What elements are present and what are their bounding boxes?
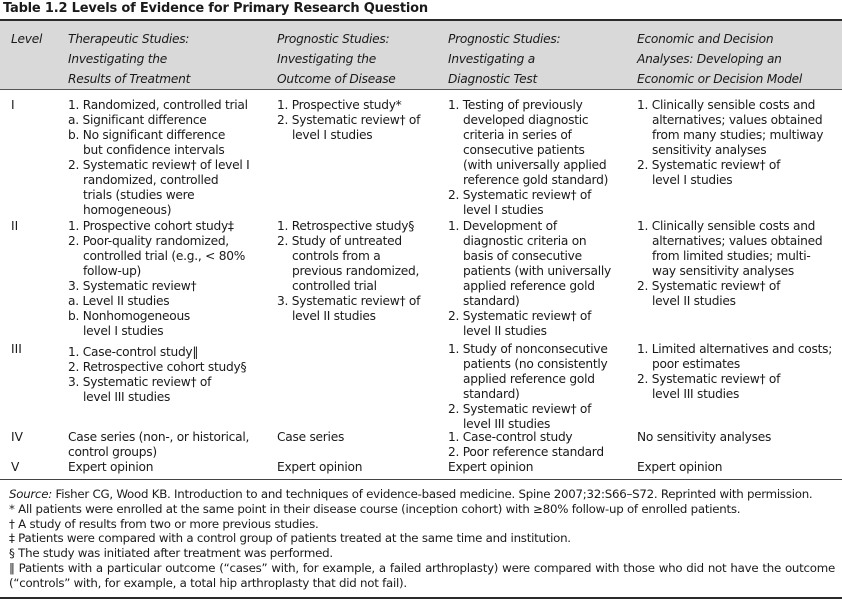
cell-prognostic-diagnostic — [448, 342, 608, 432]
cell-line: from many studies; multiway — [652, 128, 824, 142]
level-label: V — [11, 460, 20, 474]
cell-prognostic-outcome — [277, 219, 420, 324]
cell-line: 1. Clinically sensible costs and — [637, 98, 816, 112]
cell-line: follow-up) — [83, 264, 142, 278]
cell-therapeutic — [68, 430, 249, 460]
cell-line: standard) — [463, 387, 520, 401]
cell-line: 2. Poor reference standard — [448, 445, 604, 459]
cell-therapeutic — [68, 460, 153, 475]
cell-line: control groups) — [68, 445, 157, 459]
cell-line: reference gold standard) — [463, 173, 609, 187]
cell-line: 2. Study of untreated — [277, 234, 402, 248]
cell-line: alternatives; values obtained — [652, 113, 823, 127]
cell-line: criteria in series of — [463, 128, 572, 142]
cell-line: level I studies — [292, 128, 373, 142]
cell-economic — [637, 430, 771, 445]
cell-line: level III studies — [83, 390, 171, 404]
footnote-asterisk: * All patients were enrolled at the same point in their disease course (inception cohort) with ≥80% follow-up of enrolled patients. — [9, 501, 741, 516]
source-text: Fisher CG, Wood KB. Introduction to and techniques of evidence-based medicine. Spine 2007;32:S66–S72. Reprinted with permission. — [52, 487, 813, 501]
cell-line: 1. Limited alternatives and costs; — [637, 342, 833, 356]
cell-line: Expert opinion — [68, 460, 154, 474]
cell-line: 3. Systematic review† — [68, 279, 197, 293]
table-title: Table 1.2 Levels of Evidence for Primary Research Question — [3, 1, 428, 16]
level-label: III — [11, 342, 22, 356]
header-economic: Economic and Decision Analyses: Developing an Economic or Decision Model — [637, 32, 803, 86]
cell-line: Expert opinion — [448, 460, 534, 474]
cell-line: consecutive patients — [463, 143, 585, 157]
cell-line: 2. Systematic review† of — [448, 309, 592, 323]
cell-line: 2. Systematic review† of — [448, 402, 592, 416]
cell-line: 2. Systematic review† of — [277, 113, 421, 127]
cell-line: 2. Systematic review† of — [448, 188, 592, 202]
footnotes — [9, 487, 835, 591]
cell-therapeutic — [68, 98, 250, 218]
footnote-section: § The study was initiated after treatment was performed. — [9, 546, 333, 561]
cell-line: 1. Randomized, controlled trial — [68, 98, 248, 112]
cell-line: level I studies — [652, 173, 733, 187]
cell-line: b. No significant difference — [68, 128, 226, 142]
cell-line: level III studies — [652, 387, 740, 401]
cell-line: 1. Development of — [448, 219, 557, 233]
cell-line: 1. Clinically sensible costs and — [637, 219, 816, 233]
cell-line: Expert opinion — [277, 460, 363, 474]
cell-line: level I studies — [463, 203, 544, 217]
cell-line: randomized, controlled — [83, 173, 219, 187]
cell-line: controls from a — [292, 249, 381, 263]
cell-economic — [637, 342, 832, 402]
cell-line: 1. Case-control study — [448, 430, 573, 444]
cell-line: trials (studies were — [83, 188, 195, 202]
cell-line: (with universally applied — [463, 158, 607, 172]
cell-line: 3. Systematic review† of — [277, 294, 421, 308]
cell-line: standard) — [463, 294, 520, 308]
cell-line: diagnostic criteria on — [463, 234, 587, 248]
cell-prognostic-outcome — [277, 430, 344, 445]
cell-line: basis of consecutive — [463, 249, 582, 263]
cell-economic — [637, 98, 823, 188]
cell-line: previous randomized, — [292, 264, 420, 278]
cell-prognostic-outcome — [277, 98, 420, 143]
cell-line: level III studies — [463, 417, 551, 431]
cell-line: 1. Case-control study‖ — [68, 345, 199, 359]
cell-line: controlled trial (e.g., < 80% — [83, 249, 246, 263]
header-prognostic-outcome: Prognostic Studies: Investigating the Outcome of Disease — [277, 32, 396, 86]
cell-line: No sensitivity analyses — [637, 430, 772, 444]
cell-line: 1. Prospective study* — [277, 98, 402, 112]
cell-line: 2. Poor-quality randomized, — [68, 234, 229, 248]
cell-line: controlled trial — [292, 279, 377, 293]
cell-prognostic-diagnostic — [448, 98, 608, 218]
level-label: II — [11, 219, 19, 233]
cell-prognostic-outcome — [277, 460, 362, 475]
cell-line: 2. Systematic review† of level I — [68, 158, 250, 172]
source-label: Source: — [9, 487, 53, 501]
cell-line: level II studies — [652, 294, 736, 308]
header-level: Level — [11, 32, 43, 46]
cell-line: 2. Systematic review† of — [637, 372, 781, 386]
cell-line: 1. Study of nonconsecutive — [448, 342, 608, 356]
cell-line: 2. Retrospective cohort study§ — [68, 360, 247, 374]
bottom-rule — [0, 479, 842, 480]
level-label: I — [11, 98, 15, 112]
cell-line: sensitivity analyses — [652, 143, 767, 157]
cell-therapeutic — [68, 219, 245, 339]
header-rule — [0, 89, 842, 90]
cell-line: but confidence intervals — [83, 143, 225, 157]
cell-line: alternatives; values obtained — [652, 234, 823, 248]
cell-line: 2. Systematic review† of — [637, 158, 781, 172]
cell-line: homogeneous) — [83, 203, 172, 217]
cell-prognostic-diagnostic — [448, 460, 533, 475]
cell-line: patients (no consistently — [463, 357, 608, 371]
cell-line: developed diagnostic — [463, 113, 589, 127]
source-line — [9, 487, 835, 502]
cell-economic — [637, 460, 722, 475]
cell-line: Case series — [277, 430, 345, 444]
cell-economic — [637, 219, 822, 309]
cell-therapeutic — [68, 345, 246, 405]
end-rule — [0, 597, 842, 599]
footnote-dagger: † A study of results from two or more previous studies. — [9, 516, 319, 531]
header-therapeutic: Therapeutic Studies: Investigating the Results of Treatment — [68, 32, 191, 86]
cell-line: level II studies — [463, 324, 547, 338]
cell-line: b. Nonhomogeneous — [68, 309, 191, 323]
level-label: IV — [11, 430, 23, 444]
cell-line: 2. Systematic review† of — [637, 279, 781, 293]
cell-line: level II studies — [292, 309, 376, 323]
cell-line: a. Significant difference — [68, 113, 207, 127]
cell-line: Expert opinion — [637, 460, 723, 474]
cell-line: applied reference gold — [463, 279, 595, 293]
cell-line: Case series (non-, or historical, — [68, 430, 250, 444]
cell-line: 3. Systematic review† of — [68, 375, 212, 389]
footnote-parallel: ‖ Patients with a particular outcome (“cases” with, for example, a failed arthroplasty) were compared with those who did not have the outcome (“controls” with, for example, a total hip arthroplasty that did not fail). — [9, 560, 835, 590]
cell-prognostic-diagnostic — [448, 430, 604, 460]
header-prognostic-diagnostic: Prognostic Studies: Investigating a Diagnostic Test — [448, 32, 561, 86]
cell-prognostic-diagnostic — [448, 219, 611, 339]
cell-line: way sensitivity analyses — [652, 264, 794, 278]
cell-line: 1. Retrospective study§ — [277, 219, 415, 233]
cell-line: from limited studies; multi- — [652, 249, 811, 263]
cell-line: level I studies — [83, 324, 164, 338]
cell-line: patients (with universally — [463, 264, 611, 278]
cell-line: 1. Prospective cohort study‡ — [68, 219, 234, 233]
cell-line: a. Level II studies — [68, 294, 170, 308]
cell-line: 1. Testing of previously — [448, 98, 583, 112]
cell-line: poor estimates — [652, 357, 741, 371]
cell-line: applied reference gold — [463, 372, 595, 386]
footnote-double-dagger: ‡ Patients were compared with a control group of patients treated at the same time and institution. — [9, 531, 571, 546]
